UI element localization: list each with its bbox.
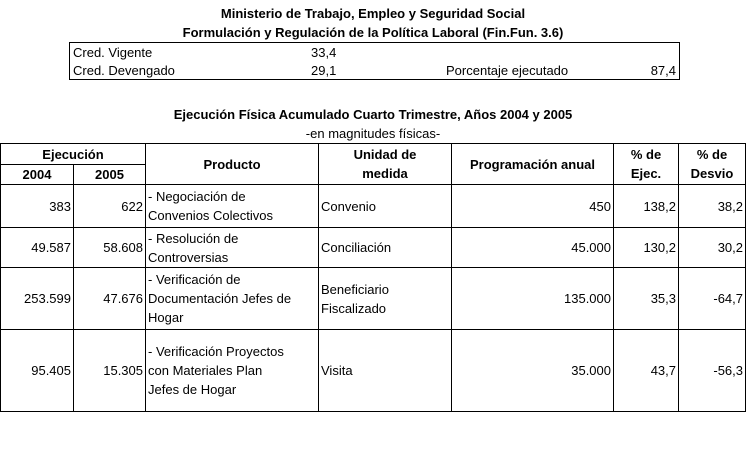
header-pct-desvio (679, 144, 746, 185)
cell-pct-desvio: 38,2 (679, 185, 746, 228)
producto-line: Jefes de Hogar (148, 382, 237, 397)
porcentaje-value: 87,4 (650, 63, 676, 78)
cell-2005: 58.608 (74, 228, 146, 268)
cell-pct-ejec: 130,2 (614, 228, 679, 268)
cell-pct-desvio: 30,2 (679, 228, 746, 268)
table-row (1, 268, 746, 330)
header-ejecucion: Ejecución (1, 144, 146, 165)
cell-pct-desvio: -64,7 (679, 268, 746, 330)
cell-unidad (319, 268, 452, 330)
header-unidad (319, 144, 452, 185)
header-producto: Producto (146, 144, 319, 185)
producto-line: con Materiales Plan (148, 363, 263, 378)
cell-2005: 622 (74, 185, 146, 228)
cell-producto (146, 268, 319, 330)
cell-pct-ejec: 35,3 (614, 268, 679, 330)
header-year-2005: 2005 (74, 165, 146, 185)
header-pct-ejec-line2: Ejec. (630, 166, 662, 181)
header-programacion: Programación anual (452, 144, 614, 185)
execution-table (0, 143, 746, 412)
header-pct-desvio-line1: % de (696, 147, 728, 162)
unidad-line: Fiscalizado (321, 300, 387, 316)
producto-line: Hogar (148, 310, 184, 325)
cell-producto (146, 185, 319, 228)
credit-box (69, 42, 680, 80)
porcentaje-label: Porcentaje ejecutado (446, 63, 569, 78)
cell-unidad (319, 228, 452, 268)
ministry-title: Ministerio de Trabajo, Empleo y Seguridad Social (220, 6, 526, 21)
cell-2005: 15.305 (74, 330, 146, 412)
producto-line: Controversias (148, 249, 229, 265)
credit-vigente-row (70, 43, 679, 62)
cell-programacion: 35.000 (452, 330, 614, 412)
cell-unidad (319, 185, 452, 228)
unidad-line: Visita (321, 363, 353, 378)
cell-programacion: 45.000 (452, 228, 614, 268)
cell-2004: 95.405 (1, 330, 74, 412)
producto-line: - Verificación de (148, 272, 241, 287)
cell-2004: 383 (1, 185, 74, 228)
header-year-2004: 2004 (1, 165, 74, 185)
header-pct-desvio-line2: Desvio (690, 166, 734, 181)
cell-2004: 253.599 (1, 268, 74, 330)
header-unidad-line1: Unidad de (353, 147, 417, 162)
credit-devengado-row (70, 61, 679, 80)
table-row (1, 185, 746, 228)
unidad-line: Beneficiario (321, 281, 389, 297)
cell-unidad (319, 330, 452, 412)
cell-programacion: 450 (452, 185, 614, 228)
credit-devengado-value: 29,1 (311, 63, 337, 78)
cell-producto (146, 330, 319, 412)
cell-pct-ejec: 43,7 (614, 330, 679, 412)
unidad-line: Convenio (321, 198, 376, 214)
cell-2005: 47.676 (74, 268, 146, 330)
cell-2004: 49.587 (1, 228, 74, 268)
producto-line: Documentación Jefes de (148, 291, 292, 306)
producto-line: - Resolución de (148, 230, 239, 246)
table-row (1, 228, 746, 268)
cell-pct-desvio: -56,3 (679, 330, 746, 412)
producto-line: Convenios Colectivos (148, 208, 274, 223)
credit-vigente-label: Cred. Vigente (73, 45, 153, 60)
section-subtitle: -en magnitudes físicas- (305, 126, 441, 141)
table-row (1, 330, 746, 412)
credit-vigente-value: 33,4 (311, 45, 337, 60)
cell-producto (146, 228, 319, 268)
program-title: Formulación y Regulación de la Política Laboral (Fin.Fun. 3.6) (182, 25, 564, 40)
cell-programacion: 135.000 (452, 268, 614, 330)
header-pct-ejec-line1: % de (630, 147, 662, 162)
producto-line: - Verificación Proyectos (148, 344, 284, 359)
cell-pct-ejec: 138,2 (614, 185, 679, 228)
header-unidad-line2: medida (362, 166, 408, 181)
header-pct-ejec (614, 144, 679, 185)
credit-devengado-label: Cred. Devengado (73, 63, 175, 78)
unidad-line: Conciliación (321, 240, 392, 255)
section-title: Ejecución Física Acumulado Cuarto Trimestre, Años 2004 y 2005 (173, 107, 573, 122)
producto-line: - Negociación de (148, 189, 246, 204)
